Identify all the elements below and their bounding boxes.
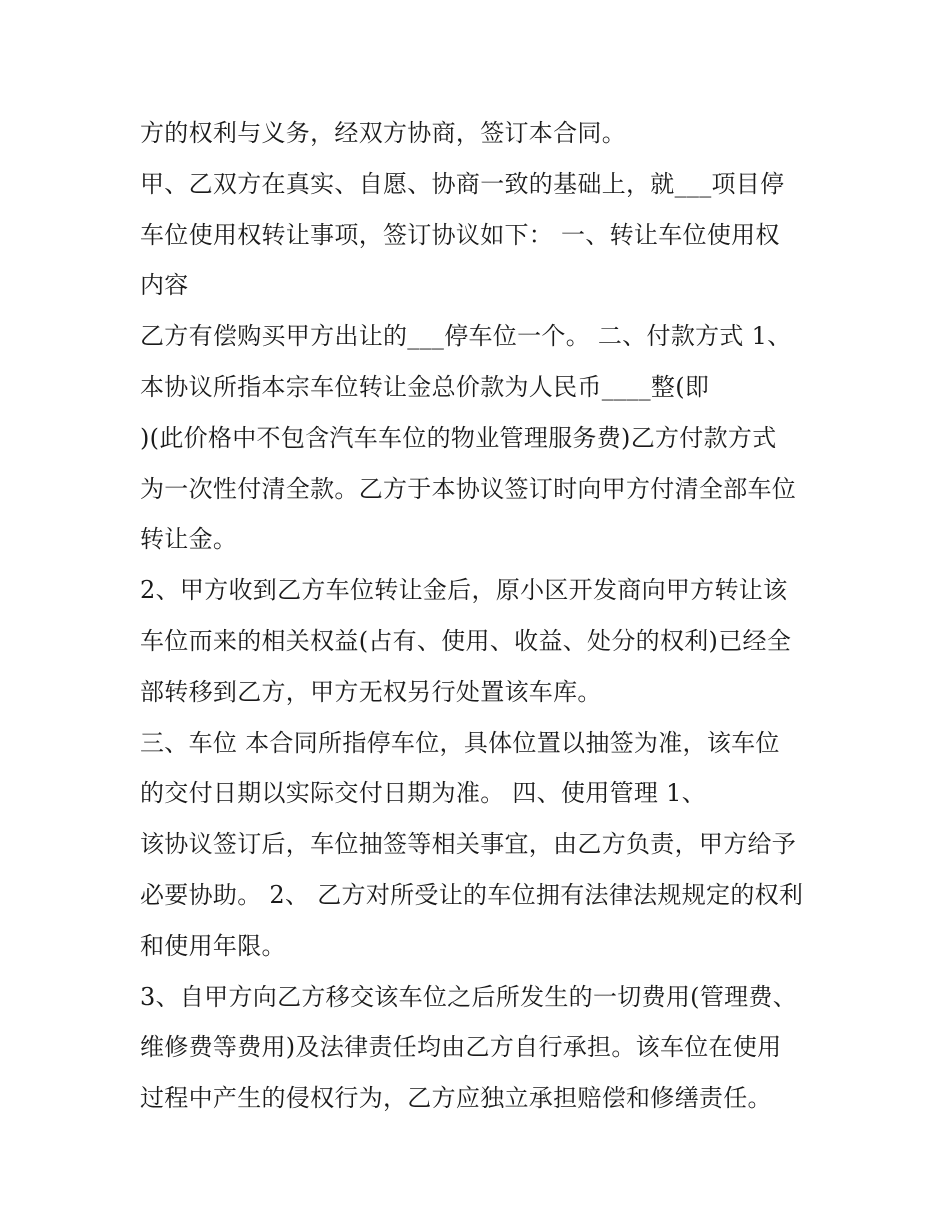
text-line: 车位使用权转让事项，签订协议如下： 一、转让车位使用权 [140,220,780,249]
text-line: 为一次性付清全款。乙方于本协议签订时向甲方付清全部车位 [140,474,797,503]
text-line: 甲、乙双方在真实、自愿、协商一致的基础上，就___项目停 [140,169,785,198]
text-line: )(此价格中不包含汽车车位的物业管理服务费)乙方付款方式 [140,423,777,452]
text-line: 和使用年限。 [140,931,286,960]
text-line: 必要协助。 2、 乙方对所受让的车位拥有法律法规规定的权利 [140,880,804,909]
text-line: 内容 [140,271,189,300]
text-line: 3、自甲方向乙方移交该车位之后所发生的一切费用(管理费、 [140,982,798,1011]
text-line: 本协议所指本宗车位转让金总价款为人民币____整(即 [140,372,710,401]
text-line: 维修费等费用)及法律责任均由乙方自行承担。该车位在使用 [140,1033,782,1062]
text-line: 转让金。 [140,525,238,554]
contract-text [140,108,840,1124]
text-line: 车位而来的相关权益(占有、使用、收益、处分的权利)已经全 [140,626,792,655]
text-line: 乙方有偿购买甲方出让的___停车位一个。 二、付款方式 1、 [140,322,792,351]
text-line: 部转移到乙方，甲方无权另行处置该车库。 [140,677,602,706]
text-line: 2、甲方收到乙方车位转让金后，原小区开发商向甲方转让该 [140,576,788,605]
text-line: 该协议签订后，车位抽签等相关事宜，由乙方负责，甲方给予 [140,830,797,859]
text-line: 过程中产生的侵权行为，乙方应独立承担赔偿和修缮责任。 [140,1084,772,1113]
text-line: 三、车位 本合同所指停车位，具体位置以抽签为准，该车位 [140,728,780,757]
text-line: 方的权利与义务，经双方协商，签订本合同。 [140,119,626,147]
text-line: 的交付日期以实际交付日期为准。 四、使用管理 1、 [140,779,707,808]
